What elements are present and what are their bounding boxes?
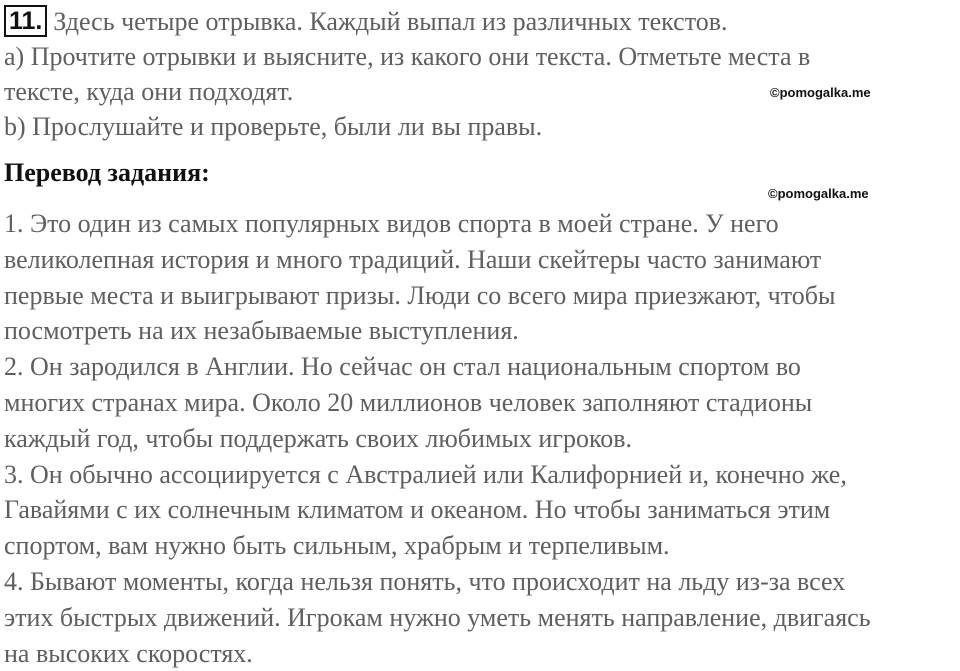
task-number-badge: 11. (4, 5, 47, 37)
translation-line: 1. Это один из самых популярных видов спорта в моей стране. У него (4, 209, 779, 238)
task-block (4, 4, 954, 144)
translation-line: первые места и выигрывают призы. Люди со всего мира приезжают, чтобы (4, 280, 836, 310)
translation-line: этих быстрых движений. Игрокам нужно уметь менять направление, двигаясь (4, 602, 871, 632)
translation-line: на высоких скоростях. (4, 638, 253, 668)
translation-line: Гавайями с их солнечным климатом и океаном. Но чтобы заниматься этим (4, 495, 831, 525)
task-line-1 (4, 4, 954, 39)
task-line-3: тексте, куда они подходят. (4, 77, 294, 106)
translation-line: посмотреть на их незабываемые выступления. (4, 316, 519, 346)
translation-line: многих странах мира. Около 20 миллионов человек заполняют стадионы (4, 387, 813, 417)
watermark: ©pomogalka.me (768, 186, 869, 201)
watermark: ©pomogalka.me (770, 85, 871, 100)
task-line-4: b) Прослушайте и проверьте, были ли вы правы. (4, 112, 543, 141)
translation-heading: Перевод задания: (4, 158, 210, 187)
translation-body (4, 206, 956, 671)
translation-line: 3. Он обычно ассоциируется с Австралией или Калифорнией и, конечно же, (4, 459, 847, 489)
translation-line: спортом, вам нужно быть сильным, храбрым и терпеливым. (4, 531, 670, 561)
translation-line: каждый год, чтобы поддержать своих любимых игроков. (4, 423, 633, 453)
translation-line: 4. Бывают моменты, когда нельзя понять, что происходит на льду из-за всех (4, 566, 846, 596)
translation-line: 2. Он зародился в Англии. Но сейчас он стал национальным спортом во (4, 352, 801, 382)
task-instruction: Здесь четыре отрывка. Каждый выпал из различных текстов. (53, 7, 728, 36)
translation-line: великолепная история и много традиций. Наши скейтеры часто занимают (4, 244, 822, 274)
task-line-2: a) Прочтите отрывки и выясните, из какого они текста. Отметьте места в (4, 42, 811, 71)
